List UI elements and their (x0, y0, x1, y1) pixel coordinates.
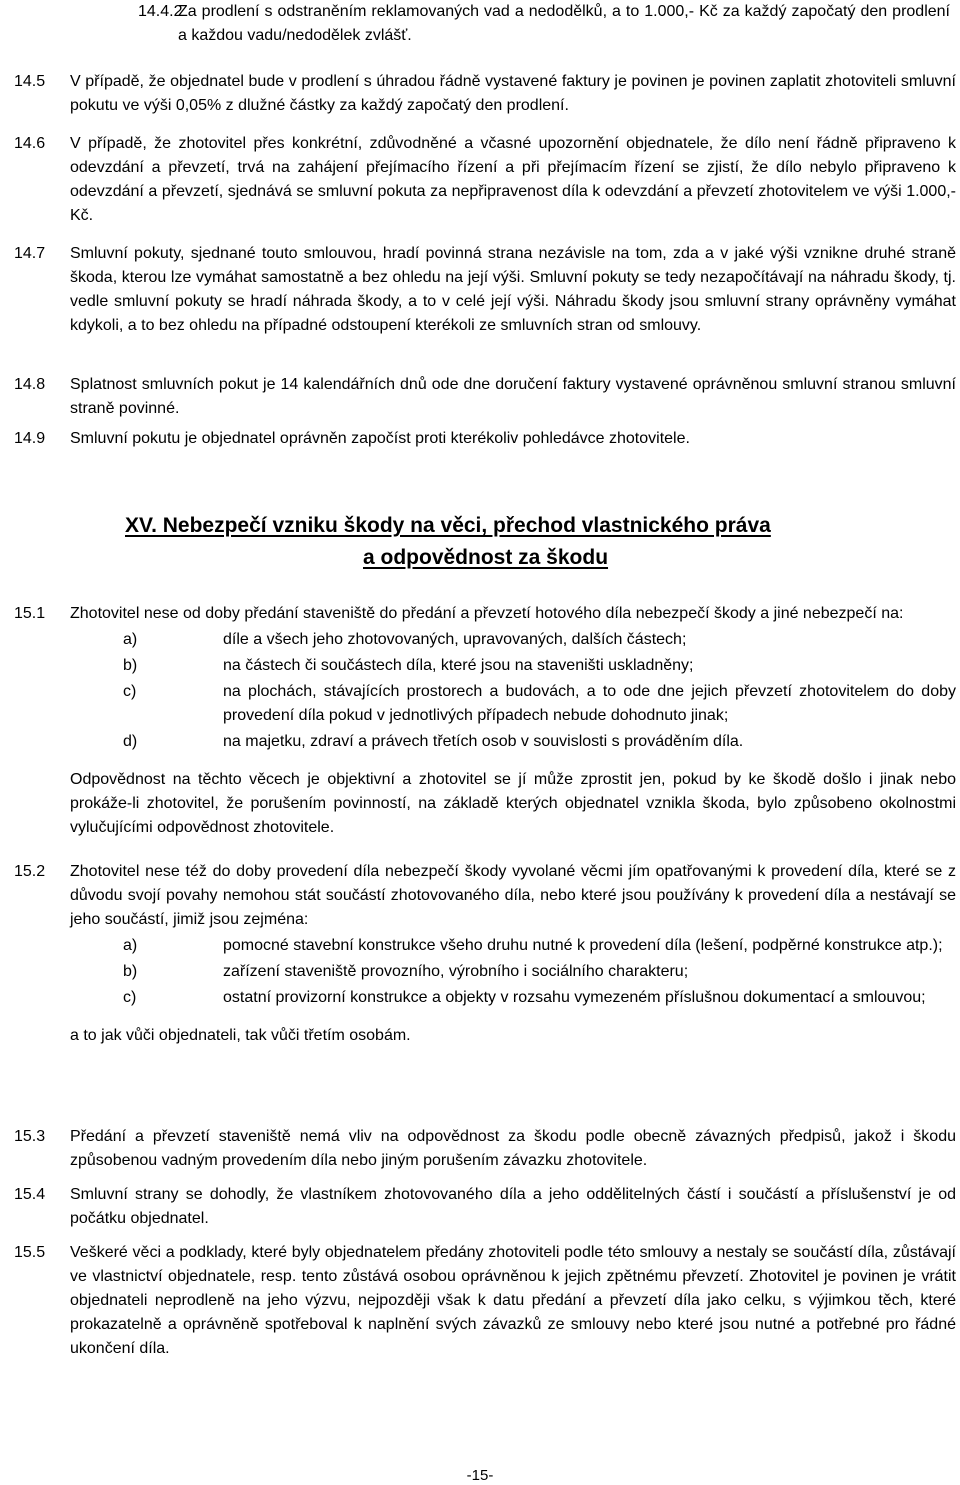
list-item (70, 986, 956, 1010)
clause-body (70, 602, 956, 840)
list-item-text: na částech či součástech díla, které jsou na staveništi uskladněny; (223, 657, 694, 674)
list-item (70, 654, 956, 678)
list-item-label: b) (123, 657, 138, 674)
clause-number: 15.4 (14, 1186, 46, 1203)
clause-text: V případě, že zhotovitel přes konkrétní, zdůvodněné a včasné upozornění objednatele, že dílo není řádně připraveno k odevzdání a převzetí, trvá na zahájení přejímacího řízení a při přejímacím řízení se zjistí, že dílo nebylo připraveno k odevzdání a převzetí, sjednává se smluvní pokuta za nepřipravenost díla k odevzdání a převzetí zhotovitelem ve výši 1.000,-Kč. (70, 135, 956, 224)
clause-number: 15.3 (14, 1128, 46, 1145)
clause-closing: Odpovědnost na těchto věcech je objektivní a zhotovitel se jí může zprostit jen, pokud by ke škodě došlo i jinak nebo prokáže-li zhotovitel, že porušením povinností, na základě kterých objednatel vznikla škoda, bylo způsobeno okolnostmi vylučujícími odpovědnost zhotovitele. (70, 771, 956, 836)
list-item-text: ostatní provizorní konstrukce a objekty v rozsahu vymezeném příslušnou dokumentací a smlouvou; (223, 989, 926, 1006)
clause-intro: Zhotovitel nese též do doby provedení díla nebezpečí škody vyvolané věcmi jím opatřovanými k provedení díla, které se z důvodu svojí povahy nemohou stát součástí zhotovovaného díla, nebo které jsou používány k provedení díla a nestávají se jeho součástí, jimiž jsou zejména: (70, 863, 956, 928)
clause-text: Splatnost smluvních pokut je 14 kalendářních dnů ode dne doručení faktury vystavené oprávněnou smluvní stranou smluvní straně povinné. (70, 376, 956, 417)
clause-text: Smluvní pokutu je objednatel oprávněn započíst proti kterékoliv pohledávce zhotovitele. (70, 430, 690, 447)
clause-text: Smluvní pokuty, sjednané touto smlouvou, hradí povinná strana nezávisle na tom, zda a v jaké výši vznikne druhé straně škoda, kterou lze vymáhat samostatně a bez ohledu na její výši. Smluvní pokuty se tedy nezapočítávají na náhradu škody, tj. vedle smluvní pokuty se hradí náhrada škody, a to v celé její výši. Náhradu škody jsou smluvní strany oprávněny vymáhat kdykoli, a to bez ohledu na případné odstoupení kterékoli ze smluvních stran od smlouvy. (70, 245, 956, 334)
list-item (70, 960, 956, 984)
section-heading-line1: XV. Nebezpečí vzniku škody na věci, přechod vlastnického práva (125, 514, 771, 537)
clause-closing: a to jak vůči objednateli, tak vůči třetím osobám. (70, 1027, 411, 1044)
clause-text: Smluvní strany se dohodly, že vlastníkem zhotovovaného díla a jeho oddělitelných částí i součástí a příslušenství je od počátku objednatel. (70, 1186, 956, 1227)
clause-number: 14.8 (14, 376, 46, 393)
list-item-label: b) (123, 963, 138, 980)
list-item (70, 730, 956, 754)
page-number: -15- (466, 1467, 494, 1484)
list-item-label: a) (123, 937, 138, 954)
clause-intro: Zhotovitel nese od doby předání staveniště do předání a převzetí hotového díla nebezpečí škody a jiné nebezpečí na: (70, 605, 904, 622)
list-item-label: c) (123, 989, 137, 1006)
list-item-text: díle a všech jeho zhotovovaných, upravovaných, dalších částech; (223, 631, 687, 648)
list-item (70, 628, 956, 652)
list-item-label: c) (123, 683, 137, 700)
clause-text: V případě, že objednatel bude v prodlení s úhradou řádně vystavené faktury je povinen je povinen zaplatit zhotoviteli smluvní pokutu ve výši 0,05% z dlužné částky za každý započatý den prodlení. (70, 73, 956, 114)
list-item-label: d) (123, 733, 138, 750)
list-item-text: na plochách, stávajících prostorech a budovách, a to ode dne jejich převzetí zhotovitelem do doby provedení díla pokud v jednotlivých případech nebude dohodnuto jinak; (223, 683, 956, 724)
clause-text: Za prodlení s odstraněním reklamovaných vad a nedodělků, a to 1.000,- Kč za každý započatý den prodlení a každou vadu/nedodělek zvlášť. (178, 3, 950, 44)
clause-number: 14.6 (14, 135, 46, 152)
clause-text: Veškeré věci a podklady, které byly objednatelem předány zhotoviteli podle této smlouvy a nestaly se součástí díla, zůstávají ve vlastnictví objednatele, resp. tento zůstává osobou oprávněnou k jejich zpětnému převzetí. Zhotovitel je povinen je vrátit objednateli neprodleně na jeho výzvu, nejpozději však k datu předání a převzetí díla jako celku, s výjimkou těch, které prokazatelně a oprávněně spotřeboval k naplnění svých závazků ze smlouvy nebo které jsou nutné a potřebné pro řádné ukončení díla. (70, 1244, 956, 1357)
list-item (70, 680, 956, 728)
clause-body (70, 860, 956, 1048)
list-item-label: a) (123, 631, 138, 648)
clause-number: 14.7 (14, 245, 46, 262)
clause-number: 14.5 (14, 73, 46, 90)
clause-number: 14.4.2 (138, 3, 183, 20)
list-item (70, 934, 956, 958)
section-heading-line2: a odpovědnost za škodu (363, 546, 609, 569)
clause-number: 14.9 (14, 430, 46, 447)
clause-number: 15.2 (14, 863, 46, 880)
clause-number: 15.5 (14, 1244, 46, 1261)
list-item-text: pomocné stavební konstrukce všeho druhu nutné k provedení díla (lešení, podpěrné konstrukce atp.); (223, 937, 943, 954)
list-item-text: na majetku, zdraví a právech třetích osob v souvislosti s prováděním díla. (223, 733, 744, 750)
clause-text: Předání a převzetí staveniště nemá vliv na odpovědnost za škodu podle obecně závazných předpisů, jakož i škodu způsobenou vadným provedením díla nebo jiným porušením závazku zhotovitele. (70, 1128, 956, 1169)
list-item-text: zařízení staveniště provozního, výrobního i sociálního charakteru; (223, 963, 689, 980)
clause-number: 15.1 (14, 605, 46, 622)
